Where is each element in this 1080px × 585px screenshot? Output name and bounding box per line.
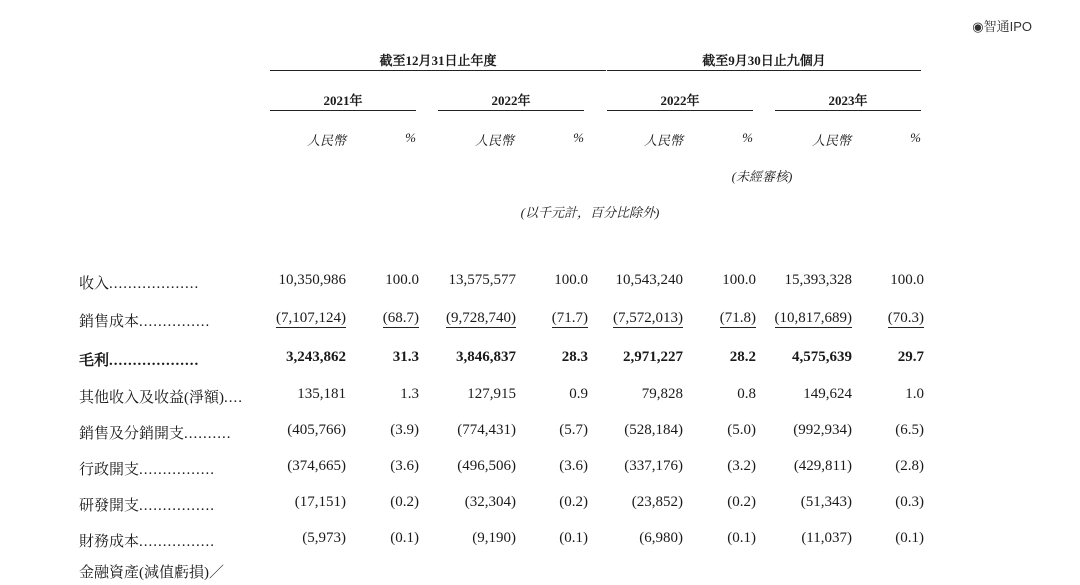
cell-value: (0.3) [895, 494, 924, 510]
cell-percent [814, 349, 924, 366]
row-label [79, 530, 249, 551]
row-label [79, 272, 249, 293]
cell-value: 4,575,639 [792, 349, 852, 365]
leader-dots: ................ [139, 462, 216, 478]
cell-value: (0.1) [727, 530, 756, 546]
cell-percent [478, 386, 588, 403]
cell-percent [478, 530, 588, 547]
cell-value: (3.9) [390, 422, 419, 438]
cell-value: (9,728,740) [446, 310, 516, 326]
cell-percent [646, 349, 756, 366]
cell-percent [814, 422, 924, 439]
cell-value: (3.6) [559, 458, 588, 474]
cell-value: (9,190) [472, 530, 516, 546]
cell-value: (496,506) [457, 458, 516, 474]
row-label [79, 494, 249, 515]
year-rule [270, 110, 416, 111]
cell-value: 100.0 [722, 272, 756, 288]
cell-value: 100.0 [554, 272, 588, 288]
cell-value: 0.8 [737, 386, 756, 402]
year-rule [607, 110, 753, 111]
row-label-text: 研發開支 [79, 498, 140, 514]
row-label-text: 銷售及分銷開支 [79, 426, 185, 442]
cell-value: 127,915 [467, 386, 516, 402]
cell-percent [814, 310, 924, 327]
unit-pct: % [910, 130, 921, 145]
cell-value: (405,766) [287, 422, 346, 438]
row-label-text: 毛利 [79, 353, 110, 369]
cell-percent [309, 494, 419, 511]
leader-dots: ............... [139, 314, 211, 330]
cell-percent [646, 272, 756, 289]
cell-percent [309, 310, 419, 327]
cell-value: (7,107,124) [276, 310, 346, 326]
cell-value: (5,973) [302, 530, 346, 546]
unit-rmb: 人民幣 [643, 133, 683, 148]
group-rule-nine-months [607, 70, 921, 71]
cell-value: (6,980) [639, 530, 683, 546]
cell-value: (71.8) [719, 310, 756, 326]
cell-value: 10,350,986 [278, 272, 346, 288]
row-label-partial: 金融資產(減值虧損)／ [79, 565, 224, 581]
leader-dots: ................... [109, 276, 200, 292]
cell-value: (71.7) [551, 310, 588, 326]
cell-percent [646, 494, 756, 511]
cell-percent [478, 272, 588, 289]
cell-value: (68.7) [382, 310, 419, 326]
row-label [79, 349, 249, 370]
leader-dots: ................ [139, 534, 216, 550]
cell-value: 31.3 [392, 349, 419, 365]
cell-value: 3,846,837 [456, 349, 516, 365]
cell-value: (528,184) [624, 422, 683, 438]
cell-value: (11,037) [801, 530, 852, 546]
cell-value: (0.2) [390, 494, 419, 510]
cell-value: (23,852) [631, 494, 683, 510]
cell-value: (0.2) [727, 494, 756, 510]
cell-value: (51,343) [800, 494, 852, 510]
unit-rmb: 人民幣 [474, 133, 514, 148]
cell-value: 13,575,577 [448, 272, 516, 288]
cell-value: 0.9 [569, 386, 588, 402]
row-label-text: 行政開支 [79, 462, 140, 478]
cell-value: 1.3 [400, 386, 419, 402]
cell-percent [814, 386, 924, 403]
year-header-2021: 2021年 [323, 93, 363, 108]
cell-percent [309, 530, 419, 547]
unit-pct: % [405, 130, 416, 145]
unit-rmb: 人民幣 [306, 133, 346, 148]
year-rule [438, 110, 584, 111]
row-label [79, 422, 249, 443]
cell-value: (32,304) [464, 494, 516, 510]
cell-value: (0.1) [895, 530, 924, 546]
cell-value: 28.2 [729, 349, 756, 365]
cell-value: 10,543,240 [615, 272, 683, 288]
cell-value: (6.5) [895, 422, 924, 438]
cell-percent [814, 272, 924, 289]
watermark: ◉智通IPO [972, 19, 1032, 34]
cell-value: (2.8) [895, 458, 924, 474]
cell-percent [646, 458, 756, 475]
row-label [79, 458, 249, 479]
year-header-2023: 2023年 [828, 93, 868, 108]
unit-rmb: 人民幣 [811, 133, 851, 148]
cell-value: 3,243,862 [286, 349, 346, 365]
cell-percent [309, 349, 419, 366]
group-rule-annual [270, 70, 606, 71]
cell-value: (774,431) [457, 422, 516, 438]
cell-value: (3.6) [390, 458, 419, 474]
year-rule [775, 110, 921, 111]
cell-value: (7,572,013) [613, 310, 683, 326]
cell-value: (70.3) [887, 310, 924, 326]
leader-dots: .... [224, 390, 243, 406]
year-header-2022-nine-months: 2022年 [660, 93, 700, 108]
cell-percent [814, 530, 924, 547]
cell-value: (10,817,689) [774, 310, 852, 326]
unit-pct: % [742, 130, 753, 145]
cell-value: 149,624 [803, 386, 852, 402]
group-header-annual: 截至12月31日止年度 [379, 53, 497, 68]
row-label-text: 銷售成本 [79, 314, 140, 330]
leader-dots: .......... [184, 426, 232, 442]
cell-percent [478, 310, 588, 327]
cell-value: 15,393,328 [784, 272, 852, 288]
cell-value: 100.0 [385, 272, 419, 288]
year-header-2022: 2022年 [491, 93, 531, 108]
row-label-text: 財務成本 [79, 534, 140, 550]
cell-percent [478, 422, 588, 439]
cell-percent [309, 458, 419, 475]
cell-value: (429,811) [793, 458, 852, 474]
cell-percent [814, 494, 924, 511]
thousands-note: (以千元計，百分比除外) [520, 205, 660, 220]
cell-percent [646, 386, 756, 403]
row-label-text: 收入 [79, 276, 110, 292]
cell-percent [478, 349, 588, 366]
cell-value: (0.1) [390, 530, 419, 546]
unit-pct: % [573, 130, 584, 145]
cell-percent [646, 530, 756, 547]
leader-dots: ................ [139, 498, 216, 514]
cell-percent [478, 494, 588, 511]
cell-value: (337,176) [624, 458, 683, 474]
cell-value: 79,828 [641, 386, 683, 402]
cell-percent [646, 310, 756, 327]
cell-value: 135,181 [297, 386, 346, 402]
row-label [79, 386, 249, 407]
cell-percent [309, 386, 419, 403]
cell-value: (374,665) [287, 458, 346, 474]
cell-value: (3.2) [727, 458, 756, 474]
cell-percent [309, 272, 419, 289]
cell-value: (17,151) [294, 494, 346, 510]
cell-percent [814, 458, 924, 475]
row-label [79, 310, 249, 331]
cell-value: 2,971,227 [623, 349, 683, 365]
cell-percent [646, 422, 756, 439]
cell-value: 29.7 [897, 349, 924, 365]
cell-value: (5.7) [559, 422, 588, 438]
cell-percent [478, 458, 588, 475]
cell-value: 1.0 [905, 386, 924, 402]
cell-value: (5.0) [727, 422, 756, 438]
cell-value: (0.1) [559, 530, 588, 546]
row-label-text: 其他收入及收益(淨額) [79, 390, 224, 406]
cell-value: 100.0 [890, 272, 924, 288]
cell-value: (992,934) [793, 422, 852, 438]
unaudited-note: (未經審核) [731, 169, 793, 184]
cell-value: (0.2) [559, 494, 588, 510]
group-header-nine-months: 截至9月30日止九個月 [702, 53, 826, 68]
cell-percent [309, 422, 419, 439]
leader-dots: ................... [109, 353, 200, 369]
cell-value: 28.3 [561, 349, 588, 365]
